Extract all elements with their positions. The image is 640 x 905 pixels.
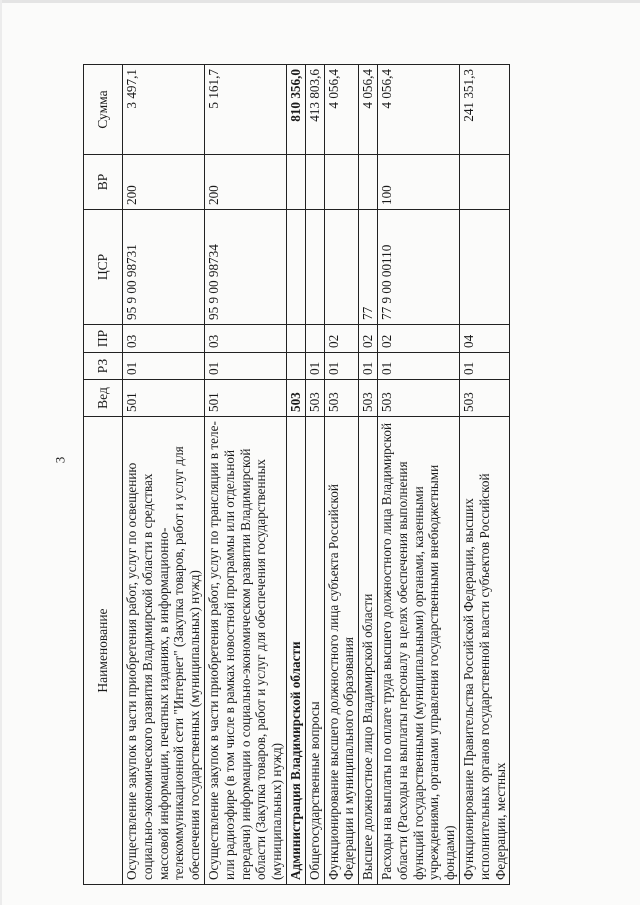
table-row bbox=[123, 65, 205, 885]
cell-rz: 01 bbox=[377, 353, 459, 380]
cell-sum: 810 356,0 bbox=[286, 65, 305, 155]
cell-pr: 03 bbox=[204, 325, 286, 353]
cell-name: Осуществление закупок в части приобретения работ, услуг по освещению социально-экономического развития Владимирской области в средствах массовой информации, печатных изданиях, в информационно-телекоммуникационной сети "Интернет" (Закупка товаров, работ и услуг для обеспечения государственных (муниципальных) нужд) bbox=[123, 417, 205, 885]
cell-vr bbox=[305, 155, 324, 210]
table-header-row bbox=[84, 65, 123, 885]
cell-rz: 01 bbox=[459, 353, 509, 380]
cell-name: Общегосударственные вопросы bbox=[305, 417, 324, 885]
cell-csr bbox=[305, 210, 324, 325]
header-pr: ПР bbox=[84, 325, 123, 353]
scan-edge-top bbox=[0, 0, 640, 3]
header-ved: Вед bbox=[84, 380, 123, 417]
header-rz: РЗ bbox=[84, 353, 123, 380]
rotated-page bbox=[83, 65, 603, 885]
cell-csr bbox=[324, 210, 359, 325]
table-row bbox=[459, 65, 509, 885]
cell-ved: 503 bbox=[305, 380, 324, 417]
cell-pr: 02 bbox=[324, 325, 359, 353]
table-row bbox=[324, 65, 359, 885]
header-vr: ВР bbox=[84, 155, 123, 210]
cell-ved: 503 bbox=[359, 380, 378, 417]
cell-name: Администрация Владимирской области bbox=[286, 417, 305, 885]
cell-ved: 503 bbox=[459, 380, 509, 417]
cell-rz: 01 bbox=[123, 353, 205, 380]
cell-sum: 4 056,4 bbox=[359, 65, 378, 155]
cell-ved: 503 bbox=[324, 380, 359, 417]
table-row bbox=[359, 65, 378, 885]
cell-name: Высшее должностное лицо Владимирской области bbox=[359, 417, 378, 885]
page-number: 3 bbox=[52, 456, 68, 464]
budget-table bbox=[83, 64, 510, 885]
cell-pr: 02 bbox=[359, 325, 378, 353]
cell-sum: 5 161,7 bbox=[204, 65, 286, 155]
cell-vr: 200 bbox=[204, 155, 286, 210]
cell-ved: 501 bbox=[204, 380, 286, 417]
cell-csr: 95 9 00 98734 bbox=[204, 210, 286, 325]
cell-name: Расходы на выплаты по оплате труда высшего должностного лица Владимирской области (Расходы на выплаты персоналу в целях обеспечения выполнения функций государственными (муниципальными) органами, казенными учреждениями, органами управления государственными внебюджетными фондами) bbox=[377, 417, 459, 885]
cell-ved: 503 bbox=[286, 380, 305, 417]
table-row bbox=[204, 65, 286, 885]
cell-name: Функционирование высшего должностного лица субъекта Российской Федерации и муниципального образования bbox=[324, 417, 359, 885]
cell-rz: 01 bbox=[204, 353, 286, 380]
cell-pr: 04 bbox=[459, 325, 509, 353]
cell-sum: 241 351,3 bbox=[459, 65, 509, 155]
cell-csr bbox=[459, 210, 509, 325]
cell-vr: 200 bbox=[123, 155, 205, 210]
cell-csr bbox=[286, 210, 305, 325]
cell-rz: 01 bbox=[305, 353, 324, 380]
cell-rz: 01 bbox=[324, 353, 359, 380]
cell-ved: 501 bbox=[123, 380, 205, 417]
cell-csr: 77 bbox=[359, 210, 378, 325]
cell-rz: 01 bbox=[359, 353, 378, 380]
table-row bbox=[305, 65, 324, 885]
header-csr: ЦСР bbox=[84, 210, 123, 325]
cell-pr bbox=[286, 325, 305, 353]
cell-vr bbox=[324, 155, 359, 210]
cell-pr bbox=[305, 325, 324, 353]
cell-vr: 100 bbox=[377, 155, 459, 210]
cell-ved: 503 bbox=[377, 380, 459, 417]
cell-rz bbox=[286, 353, 305, 380]
cell-sum: 4 056,4 bbox=[377, 65, 459, 155]
table-row bbox=[286, 65, 305, 885]
cell-csr: 95 9 00 98731 bbox=[123, 210, 205, 325]
cell-name: Функционирование Правительства Российской Федерации, высших исполнительных органов государственной власти субъектов Российской Федерации, местных bbox=[459, 417, 509, 885]
table-row bbox=[377, 65, 459, 885]
cell-vr bbox=[459, 155, 509, 210]
cell-pr: 03 bbox=[123, 325, 205, 353]
cell-vr bbox=[286, 155, 305, 210]
cell-vr bbox=[359, 155, 378, 210]
cell-sum: 4 056,4 bbox=[324, 65, 359, 155]
scan-edge-left bbox=[0, 0, 2, 905]
cell-sum: 413 803,6 bbox=[305, 65, 324, 155]
header-name: Наименование bbox=[84, 417, 123, 885]
cell-pr: 02 bbox=[377, 325, 459, 353]
cell-csr: 77 9 00 00110 bbox=[377, 210, 459, 325]
cell-name: Осуществление закупок в части приобретения работ, услуг по трансляции в теле- или радиоэфире (в том числе в рамках новостной программы или отдельной передачи) информации о социально-экономическом развитии Владимирской области (Закупка товаров, работ и услуг для обеспечения государственных (муниципальных) нужд) bbox=[204, 417, 286, 885]
cell-sum: 3 497,1 bbox=[123, 65, 205, 155]
header-sum: Сумма bbox=[84, 65, 123, 155]
